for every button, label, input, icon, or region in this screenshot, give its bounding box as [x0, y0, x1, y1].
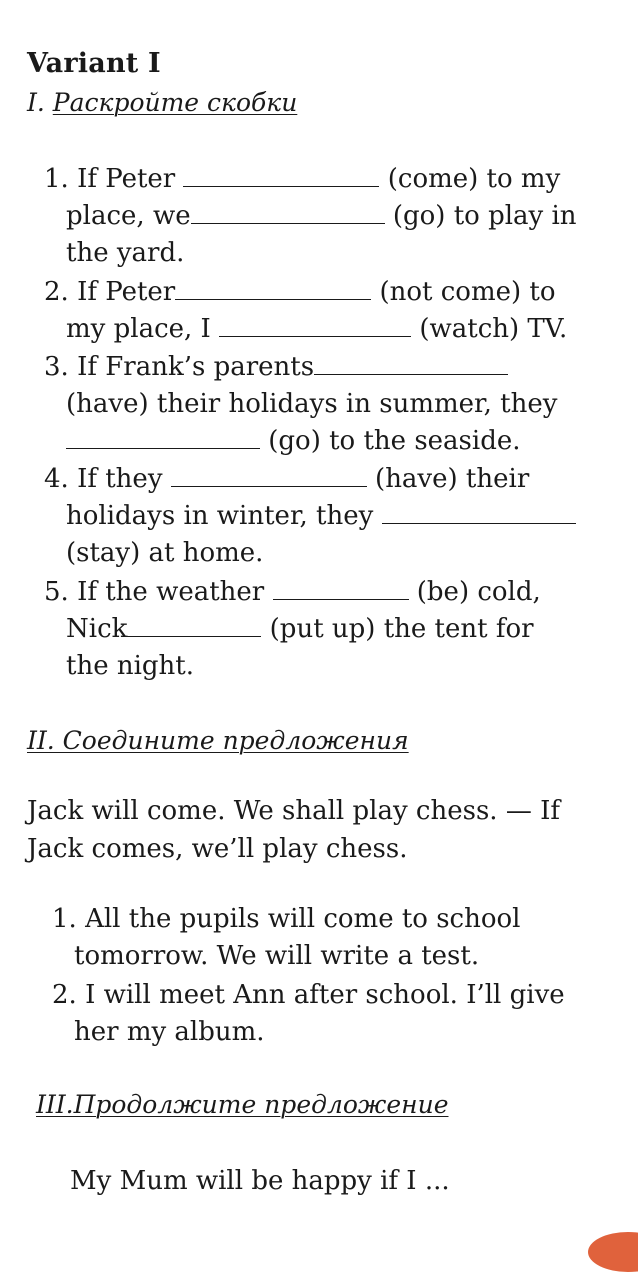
answer-blank[interactable]: [273, 577, 409, 600]
ex1-text: the yard.: [66, 238, 185, 268]
section-three-title: III.Продолжите предложение: [36, 1090, 449, 1119]
ex1-text: (have) their: [366, 464, 530, 494]
ex2-item1-line1: [52, 901, 521, 938]
answer-blank[interactable]: [175, 277, 371, 300]
ex2-item2-line2: her my album.: [74, 1017, 265, 1047]
section-two-heading: [27, 726, 409, 755]
ex1-text: (go) to play in: [384, 201, 577, 231]
ex1-text: (watch) TV.: [411, 314, 568, 344]
ex1-text: my place, I: [66, 314, 220, 344]
section-one-heading: [27, 88, 297, 117]
ex1-text: If Peter: [77, 277, 176, 307]
ex1-item5-line1: [44, 574, 541, 611]
ex1-text: (be) cold,: [408, 577, 541, 607]
item-number: 2.: [44, 277, 69, 307]
item-number: 3.: [44, 352, 69, 382]
ex1-item1-line2: [66, 198, 577, 235]
item-number: 1.: [52, 904, 77, 934]
ex1-text: If Peter: [77, 164, 184, 194]
ex1-text: (come) to my: [379, 164, 561, 194]
answer-blank[interactable]: [314, 352, 508, 375]
ex1-item1-line3: [66, 235, 184, 272]
section-one-numeral: I.: [27, 88, 53, 117]
answer-blank[interactable]: [183, 164, 379, 187]
answer-blank[interactable]: [219, 314, 411, 337]
item-number: 1.: [44, 164, 69, 194]
ex1-text: Nick: [66, 614, 128, 644]
ex3-prompt: My Mum will be happy if I ...: [70, 1166, 450, 1196]
section-one-title: Раскройте скобки: [52, 88, 298, 117]
item-number: 4.: [44, 464, 69, 494]
variant-title: Variant I: [27, 48, 161, 79]
ex1-item2-line2: [66, 311, 567, 348]
ex1-item4-line2: [66, 498, 576, 535]
answer-blank[interactable]: [127, 614, 261, 637]
ex1-text: If the weather: [77, 577, 273, 607]
ex2-item1-line2: tomorrow. We will write a test.: [74, 941, 480, 971]
ex1-item5-line3: [66, 648, 194, 685]
section-three-heading: [36, 1090, 449, 1119]
ex1-text: the night.: [66, 651, 195, 681]
ex2-text: All the pupils will come to school: [85, 904, 521, 934]
ex2-item2-line1: [52, 977, 565, 1014]
ex1-text: (not come) to: [371, 277, 556, 307]
answer-blank[interactable]: [66, 426, 260, 449]
ex1-item1-line1: [44, 161, 560, 198]
ex1-text: (put up) the tent for: [261, 614, 534, 644]
ex2-text: I will meet Ann after school. I’ll give: [85, 980, 565, 1010]
ex1-item3-line1: [44, 349, 508, 386]
item-number: 5.: [44, 577, 69, 607]
ex1-item3-line3: [66, 423, 521, 460]
ex1-text: place, we: [66, 201, 191, 231]
answer-blank[interactable]: [171, 464, 367, 487]
section-two-title: II. Соедините предложения: [27, 726, 409, 755]
ex2-example-line2: Jack comes, we’ll play chess.: [27, 834, 408, 864]
ex1-item4-line1: [44, 461, 529, 498]
answer-blank[interactable]: [191, 201, 385, 224]
ex1-item4-line3: [66, 535, 263, 572]
ex1-text: If they: [77, 464, 171, 494]
ex1-text: (have) their holidays in summer, they: [66, 389, 558, 419]
ex1-item5-line2: [66, 611, 534, 648]
ex1-text: (stay) at home.: [66, 538, 264, 568]
ex2-example-line1: Jack will come. We shall play chess. — If: [27, 796, 560, 826]
ex1-text: If Frank’s parents: [77, 352, 315, 382]
ex1-item3-line2: [66, 386, 557, 423]
corner-decoration: [588, 1232, 638, 1272]
ex1-item2-line1: [44, 274, 556, 311]
ex1-text: (go) to the seaside.: [260, 426, 521, 456]
item-number: 2.: [52, 980, 77, 1010]
ex1-text: holidays in winter, they: [66, 501, 382, 531]
answer-blank[interactable]: [382, 501, 576, 524]
